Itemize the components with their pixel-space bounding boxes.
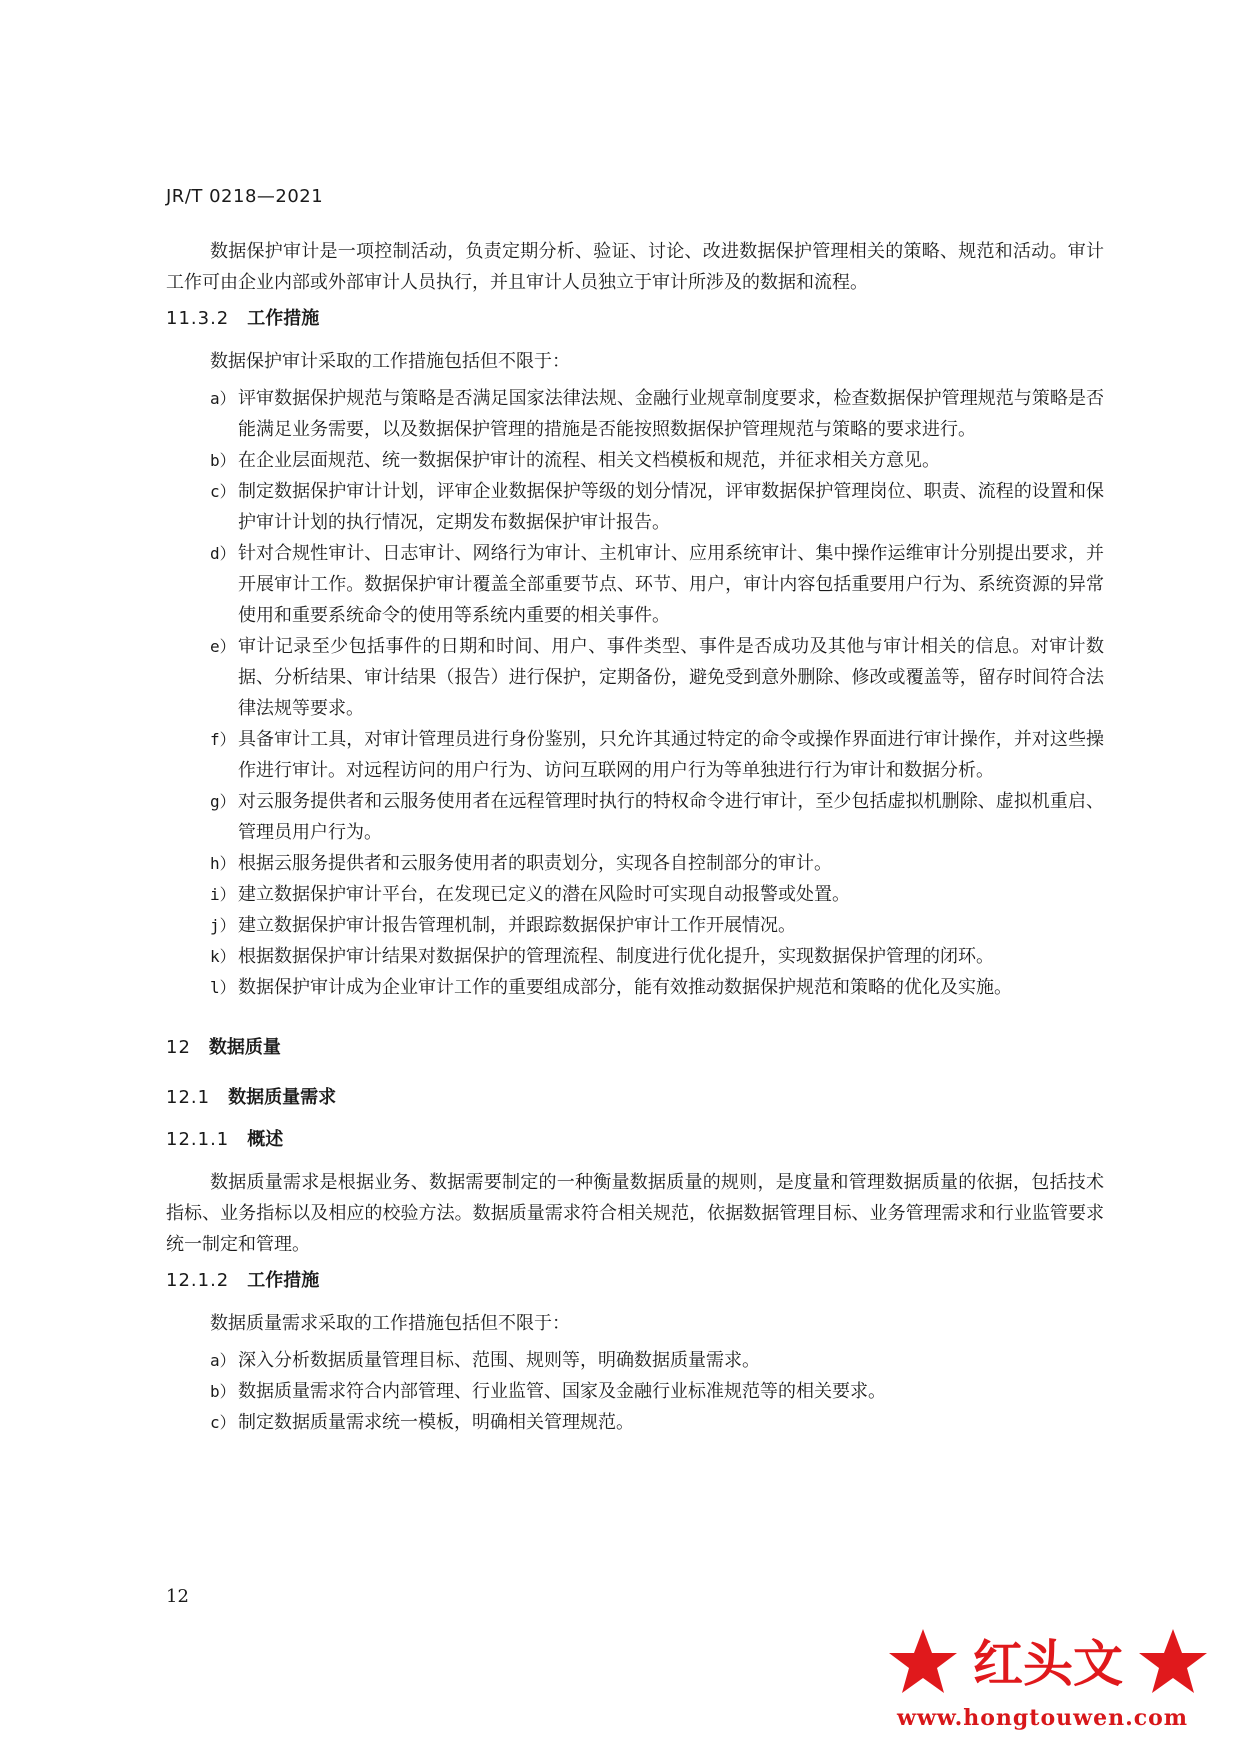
list-marker: a）: [210, 389, 236, 408]
watermark-title: [883, 1623, 1213, 1703]
list-marker: c）: [210, 482, 236, 501]
star-icon: [1139, 1629, 1207, 1693]
list-marker: a）: [210, 1351, 236, 1370]
heading-12: [166, 1033, 1104, 1063]
audit-measures-list: [166, 383, 1104, 1003]
list-text: 针对合规性审计、日志审计、网络行为审计、主机审计、应用系统审计、集中操作运维审计分别提出要求，并开展审计工作。数据保护审计覆盖全部重要节点、环节、用户，审计内容包括重要用户行为、系统资源的异常使用和重要系统命令的使用等系统内重要的相关事件。: [238, 543, 1104, 626]
list-marker: b）: [210, 451, 236, 470]
heading-title: 概述: [247, 1129, 284, 1150]
list-marker: g）: [210, 792, 236, 811]
list-item: [166, 538, 1104, 631]
list-item: [166, 631, 1104, 724]
heading-number: 12.1: [166, 1087, 211, 1108]
list-marker: j）: [210, 916, 236, 935]
page-content: [166, 236, 1104, 1438]
list-item: [166, 445, 1104, 476]
list-text: 根据云服务提供者和云服务使用者的职责划分，实现各自控制部分的审计。: [238, 853, 832, 874]
heading-number: 11.3.2: [166, 308, 230, 329]
list-item: [166, 972, 1104, 1003]
heading-number: 12: [166, 1037, 191, 1058]
list-text: 根据数据保护审计结果对数据保护的管理流程、制度进行优化提升，实现数据保护管理的闭环。: [238, 946, 994, 967]
heading-title: 数据质量需求: [228, 1087, 337, 1108]
section-lead: 数据质量需求采取的工作措施包括但不限于：: [210, 1313, 570, 1334]
list-text: 评审数据保护规范与策略是否满足国家法律法规、金融行业规章制度要求，检查数据保护管理规范与策略是否能满足业务需要，以及数据保护管理的措施是否能按照数据保护管理规范与策略的要求进行。: [238, 388, 1104, 440]
list-text: 深入分析数据质量管理目标、范围、规则等，明确数据质量需求。: [238, 1350, 760, 1371]
list-marker: d）: [210, 544, 236, 563]
watermark-url: www.hongtouwen.com: [897, 1705, 1189, 1731]
quality-measures-list: [166, 1345, 1104, 1438]
list-marker: b）: [210, 1382, 236, 1401]
heading-number: 12.1.2: [166, 1270, 230, 1291]
list-item: [166, 1407, 1104, 1438]
list-marker: e）: [210, 637, 236, 656]
heading-title: 数据质量: [208, 1037, 281, 1058]
list-item: [166, 476, 1104, 538]
star-icon: [889, 1629, 957, 1693]
list-item: [166, 786, 1104, 848]
list-marker: i）: [210, 885, 236, 904]
watermark: [883, 1623, 1213, 1733]
heading-title: 工作措施: [247, 1270, 320, 1291]
list-marker: h）: [210, 854, 236, 873]
list-item: [166, 879, 1104, 910]
list-item: [166, 848, 1104, 879]
list-text: 制定数据保护审计计划，评审企业数据保护等级的划分情况，评审数据保护管理岗位、职责、流程的设置和保护审计计划的执行情况，定期发布数据保护审计报告。: [238, 481, 1104, 533]
list-item: [166, 1345, 1104, 1376]
list-item: [166, 1376, 1104, 1407]
page-number: 12: [166, 1586, 189, 1607]
heading-title: 工作措施: [247, 308, 320, 329]
list-marker: c）: [210, 1413, 236, 1432]
list-text: 审计记录至少包括事件的日期和时间、用户、事件类型、事件是否成功及其他与审计相关的信息。对审计数据、分析结果、审计结果（报告）进行保护，定期备份，避免受到意外删除、修改或覆盖等，留存时间符合法律法规等要求。: [238, 636, 1104, 719]
list-item: [166, 724, 1104, 786]
list-marker: k）: [210, 947, 236, 966]
heading-number: 12.1.1: [166, 1129, 230, 1150]
list-item: [166, 383, 1104, 445]
list-marker: l）: [210, 978, 236, 997]
list-text: 在企业层面规范、统一数据保护审计的流程、相关文档模板和规范，并征求相关方意见。: [238, 450, 940, 471]
list-text: 建立数据保护审计报告管理机制，并跟踪数据保护审计工作开展情况。: [238, 915, 796, 936]
overview-paragraph: 数据质量需求是根据业务、数据需要制定的一种衡量数据质量的规则，是度量和管理数据质量的依据，包括技术指标、业务指标以及相应的校验方法。数据质量需求符合相关规范，依据数据管理目标、业务管理需求和行业监管要求统一制定和管理。: [166, 1172, 1104, 1255]
list-text: 数据质量需求符合内部管理、行业监管、国家及金融行业标准规范等的相关要求。: [238, 1381, 886, 1402]
list-text: 数据保护审计成为企业审计工作的重要组成部分，能有效推动数据保护规范和策略的优化及实施。: [238, 977, 1012, 998]
list-text: 建立数据保护审计平台，在发现已定义的潜在风险时可实现自动报警或处置。: [238, 884, 850, 905]
list-item: [166, 910, 1104, 941]
section-lead: 数据保护审计采取的工作措施包括但不限于：: [210, 351, 570, 372]
heading-12-1-1: [166, 1125, 1104, 1155]
intro-paragraph: 数据保护审计是一项控制活动，负责定期分析、验证、讨论、改进数据保护管理相关的策略、规范和活动。审计工作可由企业内部或外部审计人员执行，并且审计人员独立于审计所涉及的数据和流程。: [166, 241, 1104, 293]
heading-11-3-2: [166, 304, 1104, 334]
list-text: 对云服务提供者和云服务使用者在远程管理时执行的特权命令进行审计，至少包括虚拟机删除、虚拟机重启、管理员用户行为。: [238, 791, 1104, 843]
heading-12-1-2: [166, 1266, 1104, 1296]
list-text: 具备审计工具，对审计管理员进行身份鉴别，只允许其通过特定的命令或操作界面进行审计操作，并对这些操作进行审计。对远程访问的用户行为、访问互联网的用户行为等单独进行行为审计和数据分析。: [238, 729, 1104, 781]
list-item: [166, 941, 1104, 972]
list-marker: f）: [210, 730, 236, 749]
list-text: 制定数据质量需求统一模板，明确相关管理规范。: [238, 1412, 634, 1433]
heading-12-1: [166, 1083, 1104, 1113]
document-code: JR/T 0218—2021: [166, 186, 324, 207]
watermark-title-text: 红头文: [973, 1634, 1123, 1693]
